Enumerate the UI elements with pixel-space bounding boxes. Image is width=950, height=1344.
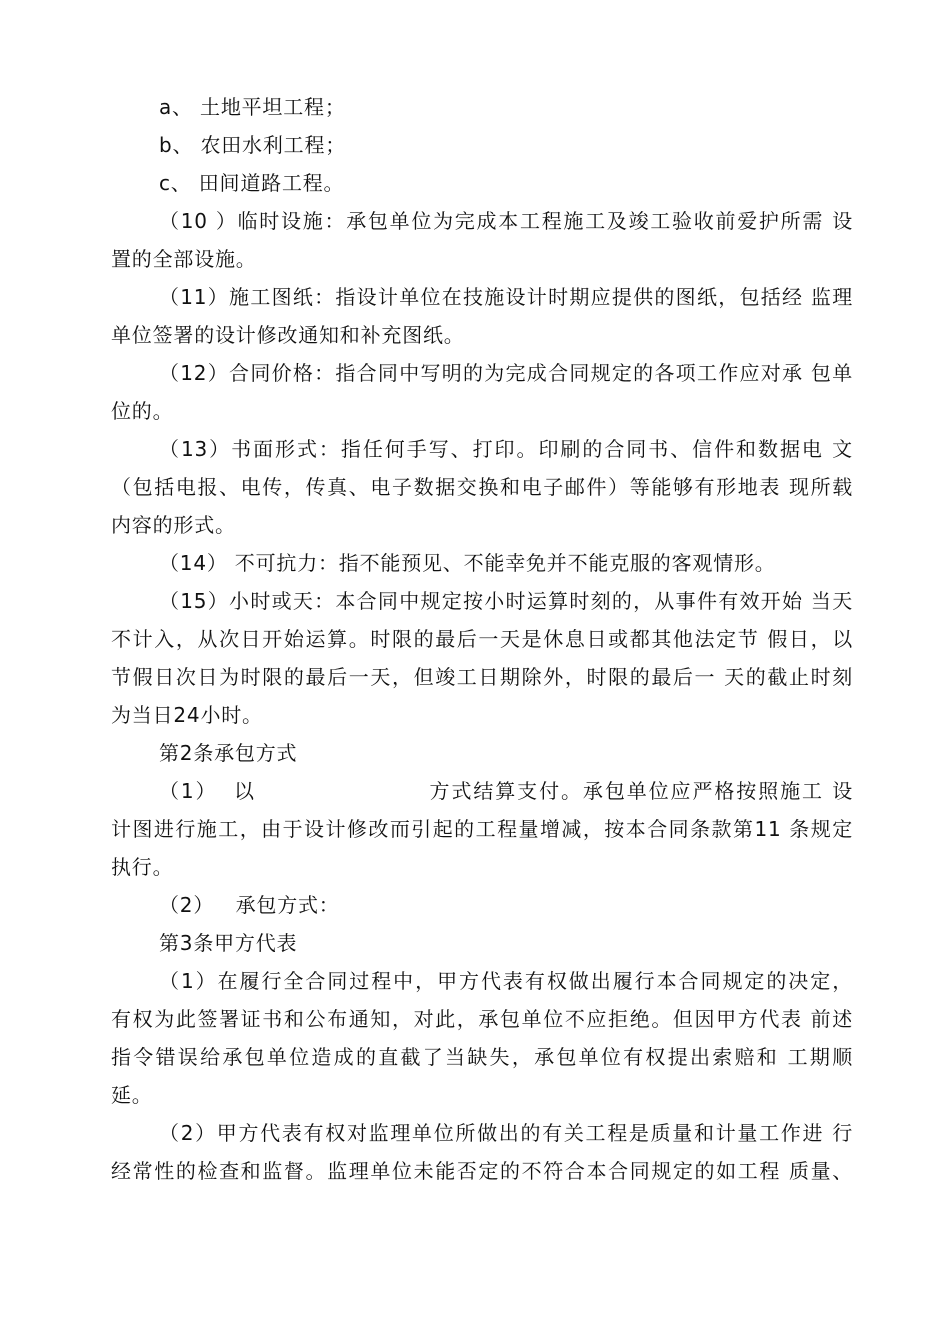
text-line: 经常性的检查和监督。监理单位未能否定的不符合本合同规定的如工程 质量、 <box>111 1159 853 1183</box>
text-line: （包括电报、电传，传真、电子数据交换和电子邮件）等能够有形地表 现所载 <box>111 475 853 499</box>
text-line: 执行。 <box>111 855 174 879</box>
text-line: （15）小时或天：本合同中规定按小时运算时刻的，从事件有效开始 当天 <box>159 589 853 613</box>
text-line: 第2条承包方式 <box>159 741 298 765</box>
text-line: 节假日次日为时限的最后一天，但竣工日期除外，时限的最后一 天的截止时刻 <box>111 665 853 689</box>
text-line: a、 土地平坦工程； <box>159 95 346 119</box>
text-line: （14） 不可抗力：指不能预见、不能幸免并不能克服的客观情形。 <box>159 551 776 575</box>
text-line: （10 ）临时设施：承包单位为完成本工程施工及竣工验收前爱护所需 设 <box>159 209 853 233</box>
text-line: 有权为此签署证书和公布通知，对此，承包单位不应拒绝。但因甲方代表 前述 <box>111 1007 853 1031</box>
text-line: （11）施工图纸：指设计单位在技施设计时期应提供的图纸，包括经 监理 <box>159 285 853 309</box>
text-line: （2）甲方代表有权对监理单位所做出的有关工程是质量和计量工作进 行 <box>159 1121 853 1145</box>
text-line: 不计入，从次日开始运算。时限的最后一天是休息日或都其他法定节 假日，以 <box>111 627 853 651</box>
text-line: 计图进行施工，由于设计修改而引起的工程量增减，按本合同条款第11 条规定 <box>111 817 853 841</box>
text-line: 指令错误给承包单位造成的直截了当缺失，承包单位有权提出索赔和 工期顺 <box>111 1045 853 1069</box>
text-line: （2） 承包方式： <box>159 893 340 917</box>
text-line: 位的。 <box>111 399 174 423</box>
text-line: 第3条甲方代表 <box>159 931 298 955</box>
text-line: c、 田间道路工程。 <box>159 171 345 195</box>
document-body <box>111 88 853 1190</box>
text-line: 置的全部设施。 <box>111 247 257 271</box>
text-line: （12）合同价格：指合同中写明的为完成合同规定的各项工作应对承 包单 <box>159 361 853 385</box>
text-line: 内容的形式。 <box>111 513 236 537</box>
text-line: 延。 <box>111 1083 153 1107</box>
text-line: b、 农田水利工程； <box>159 133 347 157</box>
text-line: 单位签署的设计修改通知和补充图纸。 <box>111 323 465 347</box>
text-line: （1）在履行全合同过程中，甲方代表有权做出履行本合同规定的决定， <box>159 969 853 993</box>
text-line: 为当日24小时。 <box>111 703 263 727</box>
text-line: （13）书面形式：指任何手写、打印。印刷的合同书、信件和数据电 文 <box>159 437 853 461</box>
text-line: （1） 以 方式结算支付。承包单位应严格按照施工 设 <box>159 779 853 803</box>
